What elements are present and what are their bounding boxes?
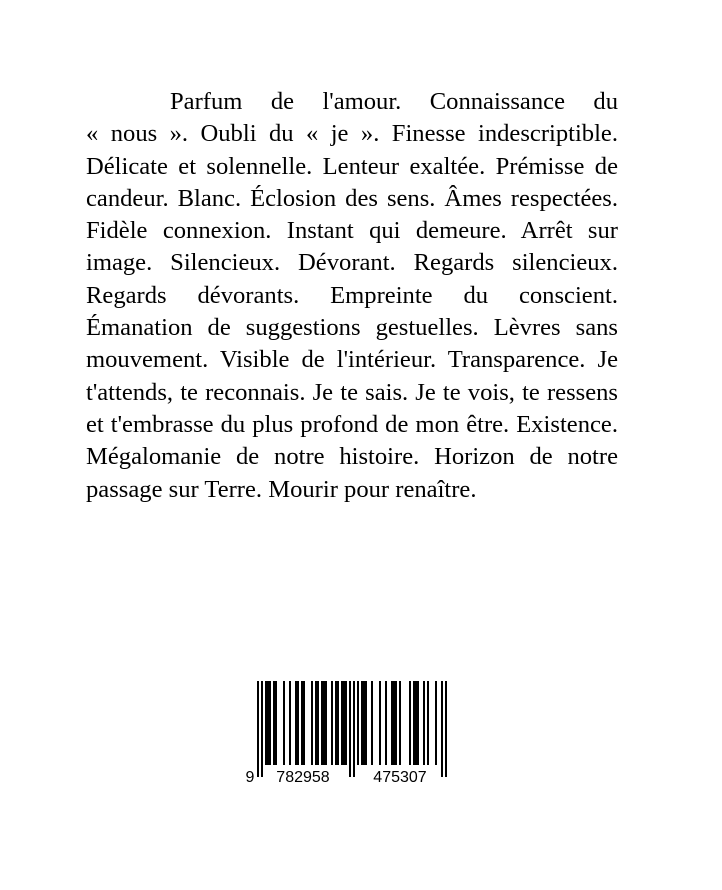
barcode-bar xyxy=(303,681,305,765)
back-cover-blurb: Parfum de l'amour. Connaissance du « nous ». Oubli du « je ». Finesse indescriptible. Délicate et solennelle. Lenteur exaltée. Prémisse de candeur. Blanc. Éclosion des sens. Âmes respectées. Fidèle connexion. Instant qui demeure. Arrêt sur image. Silencieux. Dévorant. Regards silencieux. Regards dévorants. Empreinte du conscient. Émanation de suggestions gestuelles. Lèvres sans mouvement. Visible de l'intérieur. Transparence. Je t'attends, te reconnais. Je te sais. Je te vois, te ressens et t'embrasse du plus profond de mon être. Existence. Mégalomanie de notre histoire. Horizon de notre passage sur Terre. Mourir pour renaître. xyxy=(86,88,618,503)
barcode-right-digits: 475307 xyxy=(373,769,427,786)
barcode-bar xyxy=(341,681,343,765)
barcode-bar xyxy=(357,681,359,765)
barcode-bar xyxy=(321,681,323,765)
barcode-bar xyxy=(335,681,337,765)
barcode-bar xyxy=(427,681,429,765)
barcode-bar xyxy=(257,681,259,777)
barcode-bar xyxy=(415,681,417,765)
barcode-bar xyxy=(441,681,443,777)
barcode-bar xyxy=(371,681,373,765)
barcode-prefix-digit: 9 xyxy=(245,769,255,786)
barcode-bar xyxy=(395,681,397,765)
barcode-bar xyxy=(301,681,303,765)
barcode-bar xyxy=(445,681,447,777)
barcode-bar xyxy=(269,681,271,765)
barcode-bar xyxy=(311,681,313,765)
barcode-bar xyxy=(267,681,269,765)
barcode-bar xyxy=(345,681,347,765)
barcode-bar xyxy=(435,681,437,765)
barcode-bar xyxy=(363,681,365,765)
barcode-bar xyxy=(393,681,395,765)
barcode-bar xyxy=(265,681,267,765)
barcode-left-digits: 782958 xyxy=(276,769,330,786)
barcode-bar xyxy=(385,681,387,765)
barcode-bar xyxy=(283,681,285,765)
barcode-bar xyxy=(315,681,317,765)
barcode-bar xyxy=(409,681,411,765)
barcode-bar xyxy=(325,681,327,765)
barcode-bar xyxy=(423,681,425,765)
barcode-bar xyxy=(317,681,319,765)
barcode-bar xyxy=(343,681,345,765)
barcode-bar xyxy=(361,681,363,765)
barcode-bar xyxy=(295,681,297,765)
barcode-bar xyxy=(379,681,381,765)
isbn-barcode xyxy=(243,681,459,789)
barcode-bar xyxy=(273,681,275,765)
barcode-bar xyxy=(275,681,277,765)
barcode-bar xyxy=(323,681,325,765)
barcode-bar xyxy=(413,681,415,765)
barcode-bar xyxy=(331,681,333,765)
barcode-bar xyxy=(391,681,393,765)
barcode-bar xyxy=(289,681,291,765)
barcode-bar xyxy=(297,681,299,765)
barcode-bar xyxy=(337,681,339,765)
barcode-bar xyxy=(365,681,367,765)
barcode-bar xyxy=(349,681,351,777)
barcode-bar xyxy=(399,681,401,765)
barcode-bar xyxy=(261,681,263,777)
barcode-bar xyxy=(417,681,419,765)
barcode-bar xyxy=(353,681,355,777)
